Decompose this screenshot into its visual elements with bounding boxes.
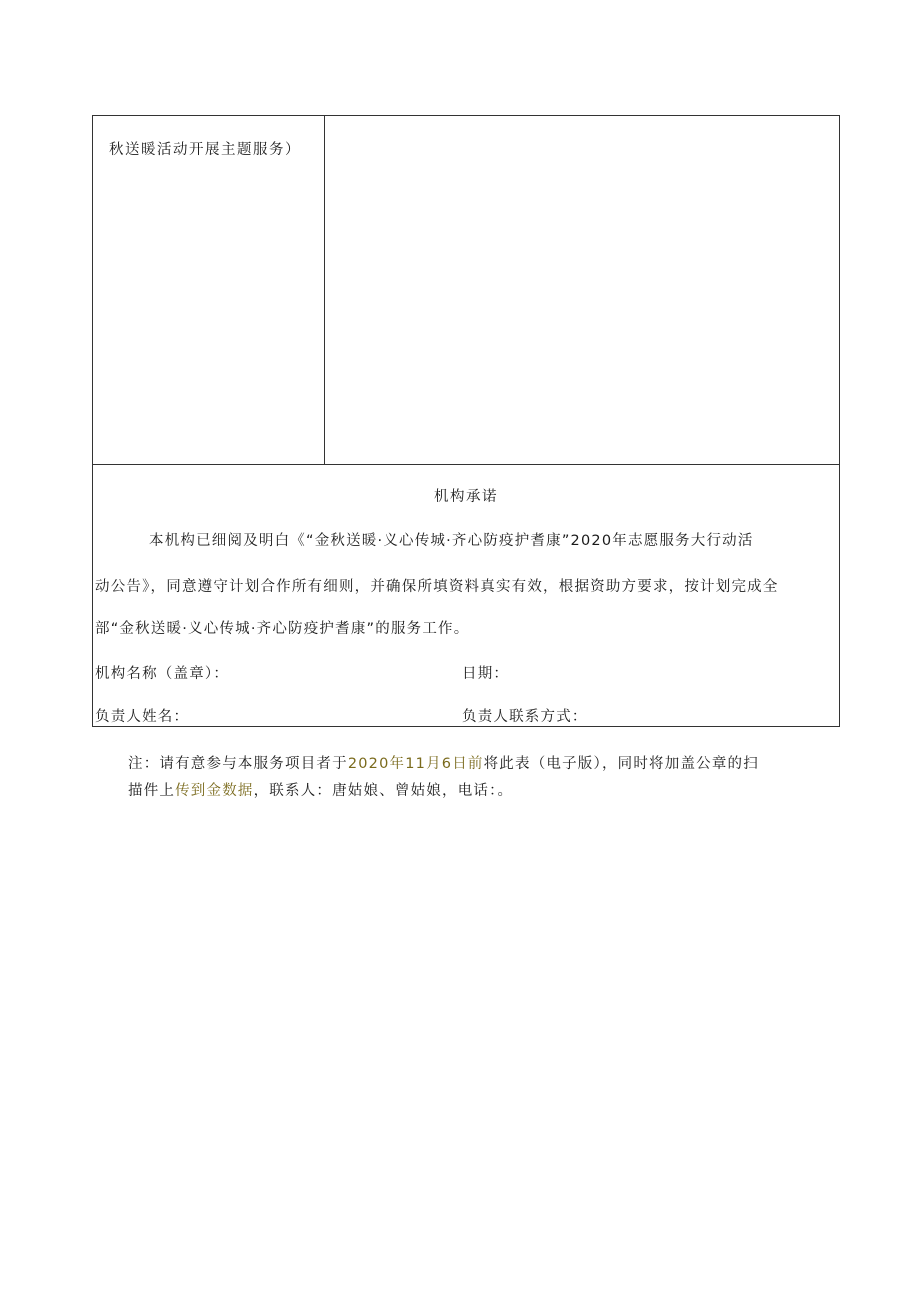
service-row: [93, 116, 839, 465]
contact-field[interactable]: 负责人联系方式：: [462, 709, 588, 725]
date-field[interactable]: 日期：: [462, 666, 510, 682]
service-content-cell[interactable]: [325, 116, 839, 464]
note-upload-link[interactable]: 传到金数据: [175, 783, 254, 799]
note-line2-prefix: 描件上: [128, 783, 176, 799]
person-name-field[interactable]: 负责人姓名：: [95, 709, 190, 725]
service-label-cell: [93, 116, 325, 464]
note-line-1: [128, 752, 759, 773]
commitment-text-line-3: 部“金秋送暖·义心传城·齐心防疫护耆康”的服务工作。: [95, 621, 470, 637]
application-form-table: [92, 115, 840, 727]
commitment-section: [93, 465, 839, 727]
note-line2-suffix: ，联系人：唐姑娘、曾姑娘，电话：。: [253, 783, 514, 799]
service-label: 秋送暖活动开展主题服务）: [109, 142, 301, 158]
note-prefix: 注：请有意参与本服务项目者于: [128, 756, 348, 772]
commitment-title: 机构承诺: [434, 489, 498, 505]
commitment-text-line-1: 本机构已细阅及明白《“金秋送暖·义心传城·齐心防疫护耆康”2020年志愿服务大行动活: [149, 533, 754, 549]
org-name-field[interactable]: 机构名称（盖章）：: [95, 666, 230, 682]
commitment-text-line-2: 动公告》，同意遵守计划合作所有细则，并确保所填资料真实有效，根据资助方要求，按计划完成全: [95, 579, 779, 595]
note-line-2: [128, 779, 513, 800]
note-middle: 将此表（电子版），同时将加盖公章的扫: [483, 756, 759, 772]
note-deadline: 2020年11月6日前: [347, 756, 484, 772]
